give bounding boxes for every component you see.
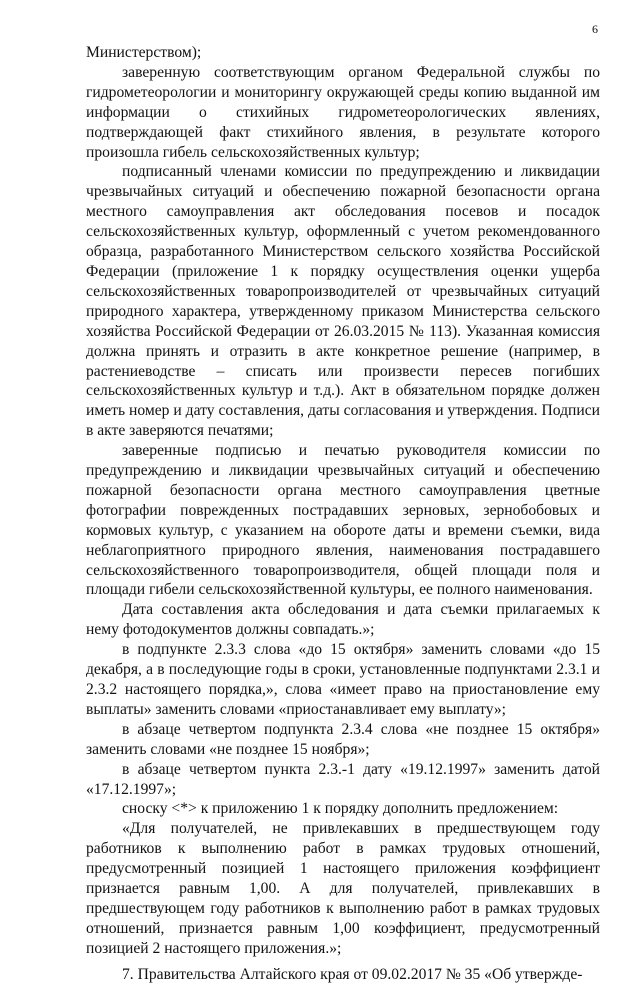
paragraph: заверенную соответствующим органом Федеральной службы по гидрометеорологии и мониторингу окружающей среды копию выданной им информации о стихийных гидрометеорологических явлениях, подтверждающей факт стихийного явления, в результате которого произошла гибель сельскохозяйственных культур; [86, 63, 600, 161]
paragraph: в абзаце четвертом пункта 2.3.-1 дату «19.12.1997» заменить датой «17.12.1997»; [86, 760, 600, 798]
paragraph: «Для получателей, не привлекавших в предшествующем году работников к выполнению работ в рамках трудовых отношений, предусмотренный позицией 1 настоящего приложения коэффициент признается равным 1,00. А для получателей, привлекавших в предшествующем году работников к выполнению работ в рамках трудовых отношений, признается равным 1,00 коэффициент, предусмотренный позицией 2 настоящего приложения.»; [86, 820, 600, 957]
paragraph: Министерством); [86, 44, 202, 61]
paragraph: подписанный членами комиссии по предупреждению и ликвидации чрезвычайных ситуаций и обеспечению пожарной безопасности органа местного самоуправления акт обследования посевов и посадок сельскохозяйственных культур, оформленный с учетом рекомендованного образца, разработанного Министерством сельского хозяйства Российской Федерации (приложение 1 к порядку осуществления оценки ущерба сельскохозяйственных товаропроизводителей от чрезвычайных ситуаций природного характера, утвержденному приказом Министерства сельского хозяйства Российской Федерации от 26.03.2015 № 113). Указанная комиссия должна принять и отразить в акте конкретное решение (например, в растениеводстве – списать или произвести пересев погибших сельскохозяйственных культур и т.д.). Акт в обязательном порядке должен иметь номер и дату составления, даты согласования и утверждения. Подписи в акте заверяются печатями; [86, 163, 600, 440]
paragraph: в абзаце четвертом подпункта 2.3.4 слова «не позднее 15 октября» заменить словами «не позднее 15 ноября»; [86, 720, 600, 758]
paragraph: сноску <*> к приложению 1 к порядку дополнить предложением: [122, 800, 559, 818]
paragraph: 7. Правительства Алтайского края от 09.02.2017 № 35 «Об утвержде- [122, 965, 583, 983]
paragraph: Дата составления акта обследования и дата съемки прилагаемых к нему фотодокументов должны совпадать.»; [86, 601, 600, 639]
paragraph: в подпункте 2.3.3 слова «до 15 октября» заменить словами «до 15 декабря, а в последующие годы в сроки, установленные подпунктами 2.3.1 и 2.3.2 настоящего порядка,», слова «имеет право на приостановление ему выплаты» заменить словами «приостанавливает ему выплату»; [86, 641, 600, 718]
document-body [86, 43, 600, 985]
paragraph: заверенные подписью и печатью руководителя комиссии по предупреждению и ликвидации чрезвычайных ситуаций и обеспечению пожарной безопасности органа местного самоуправления цветные фотографии поврежденных пострадавших зерновых, зернобобовых и кормовых культур, с указанием на обороте даты и времени съемки, вида неблагоприятного природного явления, наименования пострадавшего сельскохозяйственного товаропроизводителя, общей площади поля и площади гибели сельскохозяйственной культуры, ее полного наименования. [86, 442, 600, 599]
page-number: 6 [592, 22, 598, 36]
